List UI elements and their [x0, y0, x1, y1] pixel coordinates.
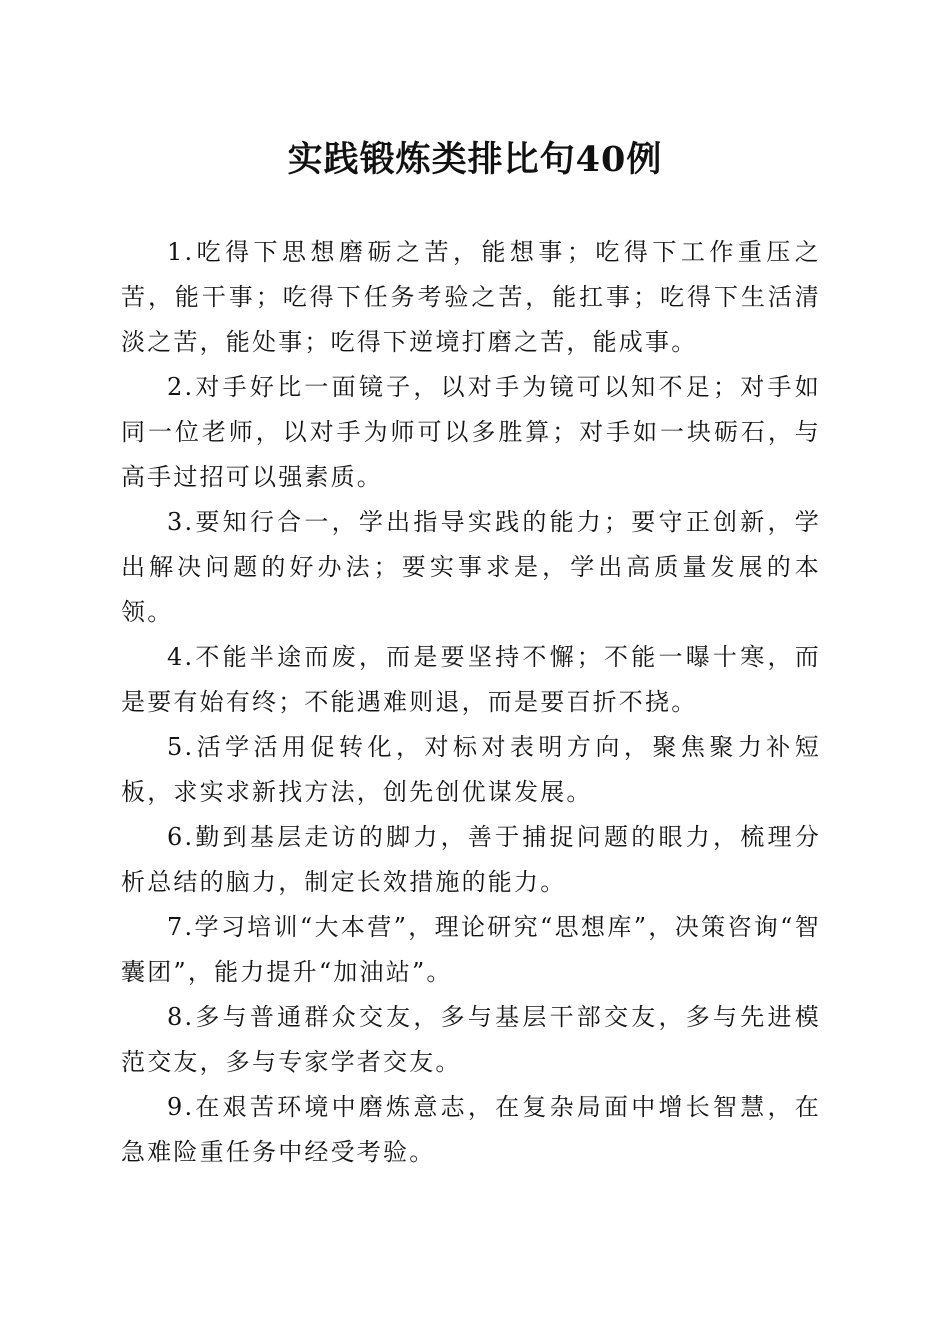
paragraph-6: 6.勤到基层走访的脚力，善于捕捉问题的眼力，梳理分析总结的脑力，制定长效措施的能力。 — [121, 823, 821, 896]
document-body — [121, 230, 821, 1175]
paragraph-3: 3.要知行合一，学出指导实践的能力；要守正创新，学出解决问题的好办法；要实事求是，学出高质量发展的本领。 — [121, 508, 821, 626]
paragraph-1: 1.吃得下思想磨砺之苦，能想事；吃得下工作重压之苦，能干事；吃得下任务考验之苦，能扛事；吃得下生活清淡之苦，能处事；吃得下逆境打磨之苦，能成事。 — [121, 238, 821, 356]
paragraph-8: 8.多与普通群众交友，多与基层干部交友，多与先进模范交友，多与专家学者交友。 — [121, 1003, 821, 1076]
paragraph-2: 2.对手好比一面镜子，以对手为镜可以知不足；对手如同一位老师，以对手为师可以多胜算；对手如一块砺石，与高手过招可以强素质。 — [121, 373, 821, 491]
paragraph-4: 4.不能半途而废，而是要坚持不懈；不能一曝十寒，而是要有始有终；不能遇难则退，而是要百折不挠。 — [121, 643, 821, 716]
paragraph-7: 7.学习培训“大本营”，理论研究“思想库”，决策咨询“智囊团”，能力提升“加油站”。 — [121, 913, 821, 986]
paragraph-9: 9.在艰苦环境中磨炼意志，在复杂局面中增长智慧，在急难险重任务中经受考验。 — [121, 1093, 821, 1166]
paragraph-5: 5.活学活用促转化，对标对表明方向，聚焦聚力补短板，求实求新找方法，创先创优谋发展。 — [121, 733, 821, 806]
document-title: 实践锻炼类排比句40例 — [287, 139, 663, 180]
